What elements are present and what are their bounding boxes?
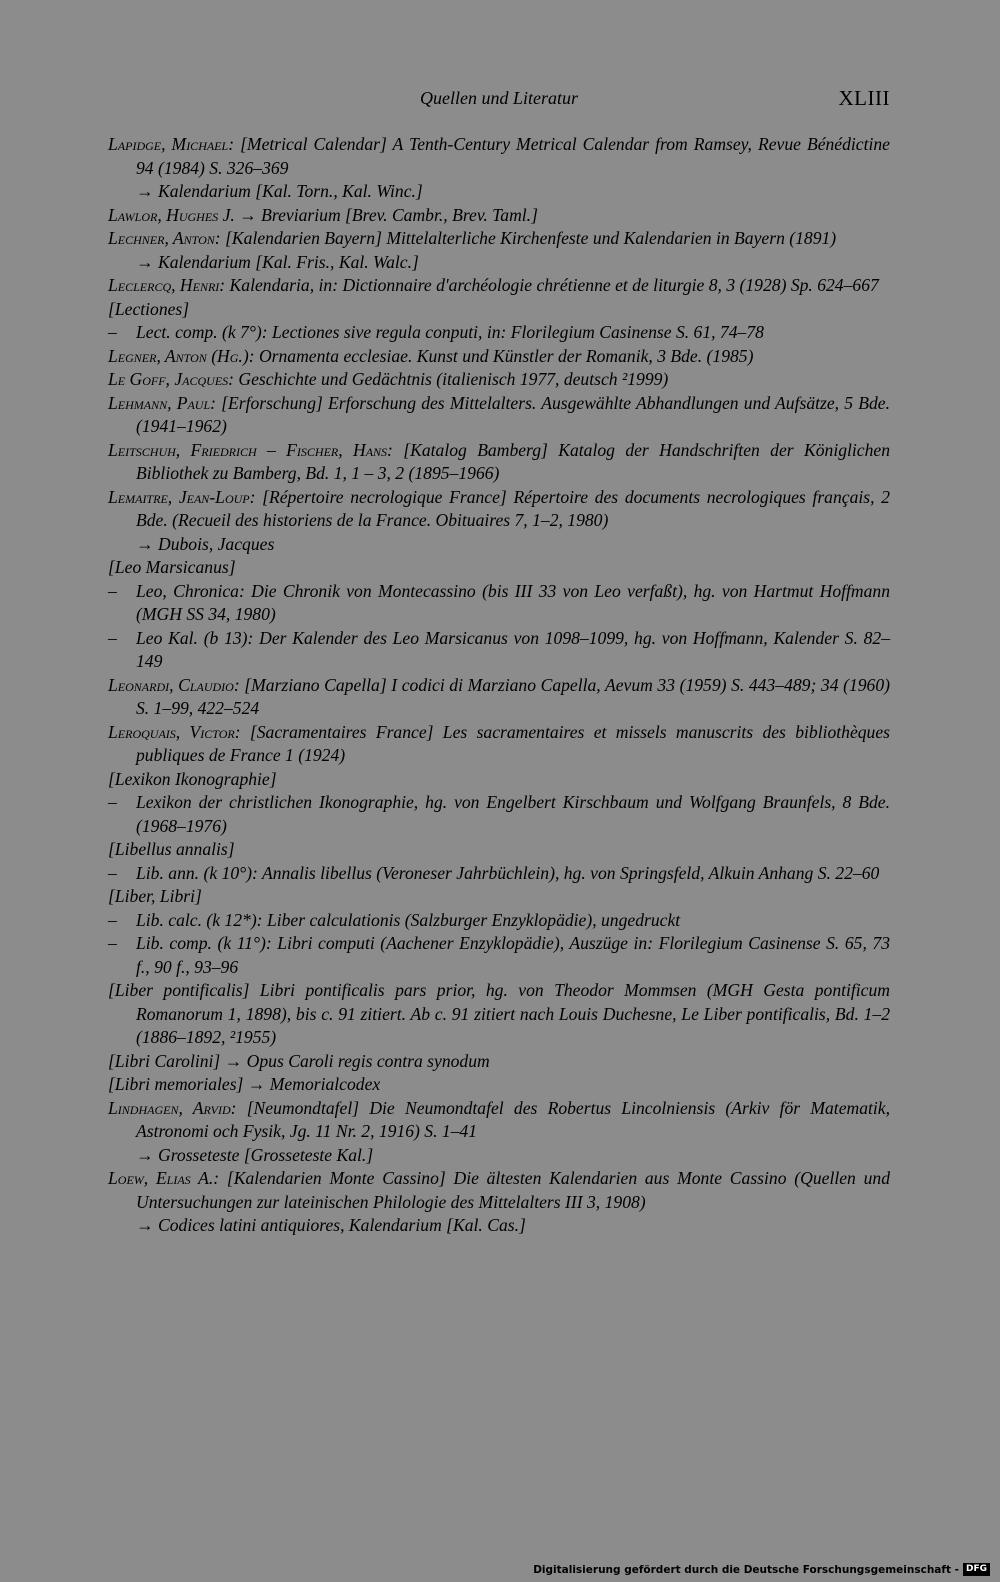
bibliography-heading: [Liber, Libri] bbox=[108, 886, 202, 906]
entry-text: [Répertoire necrologique France] Répertoire des documents necrologiques français, 2 Bde. (Recueil des historiens de la France. Obituaires 7, 1–2, 1980) bbox=[136, 486, 890, 530]
entry-author: Leonardi, Claudio: bbox=[108, 674, 240, 695]
dfg-logo: DFG bbox=[963, 1563, 990, 1576]
entry-text: Kalendaria, in: Dictionnaire d'archéologie chrétienne et de liturgie 8, 3 (1928) Sp. 624–667 bbox=[225, 275, 879, 295]
entry-text: [Kalendarien Monte Cassino] Die ältesten Kalendarien aus Monte Cassino (Quellen und Untersuchungen zur lateinischen Philologie des Mittelalters III 3, 1908) bbox=[136, 1168, 890, 1212]
dash-marker: – bbox=[108, 322, 117, 342]
bibliography-entry bbox=[108, 227, 890, 251]
entry-text: [Marziano Capella] I codici di Marziano Capella, Aevum 33 (1959) S. 443–489; 34 (1960) S. 1–99, 422–524 bbox=[136, 674, 890, 718]
entry-text: [Kalendarien Bayern] Mittelalterliche Kirchenfeste und Kalendarien in Bayern (1891) bbox=[220, 228, 837, 248]
entry-text: Leo, Chronica: Die Chronik von Montecassino (bis III 33 von Leo verfaßt), hg. von Hartmut Hoffmann (MGH SS 34, 1980) bbox=[136, 580, 890, 624]
entry-author: Legner, Anton (Hg.): bbox=[108, 345, 255, 366]
bibliography-heading: [Libellus annalis] bbox=[108, 839, 235, 859]
bibliography-heading: [Libri Carolini] → Opus Caroli regis contra synodum bbox=[108, 1050, 490, 1071]
cross-reference: → Dubois, Jacques bbox=[136, 533, 275, 554]
entry-text: [Erforschung] Erforschung des Mittelalters. Ausgewählte Abhandlungen und Aufsätze, 5 Bde. (1941–1962) bbox=[136, 392, 890, 436]
bibliography-entry bbox=[108, 1167, 890, 1214]
bibliography-heading: [Liber pontificalis] Libri pontificalis pars prior, hg. von Theodor Mommsen (MGH Gesta pontificum Romanorum 1, 1898), bis c. 91 zitiert. Ab c. 91 zitiert nach Louis Duchesne, Le Liber pontificalis, Bd. 1–2 (1886–1892, ²1955) bbox=[108, 980, 890, 1047]
cross-reference: → Grosseteste [Grosseteste Kal.] bbox=[136, 1144, 374, 1165]
bibliography-subentry bbox=[108, 862, 890, 886]
entry-text: Lexikon der christlichen Ikonographie, hg. von Engelbert Kirschbaum und Wolfgang Braunfels, 8 Bde. (1968–1976) bbox=[136, 792, 890, 836]
bibliography-heading: [Leo Marsicanus] bbox=[108, 557, 236, 577]
bibliography-entry bbox=[108, 392, 890, 439]
entry-text: [Metrical Calendar] A Tenth-Century Metrical Calendar from Ramsey, Revue Bénédictine 94 (1984) S. 326–369 bbox=[136, 134, 890, 178]
running-title: Quellen und Literatur bbox=[420, 88, 578, 108]
entry-text: Leo Kal. (b 13): Der Kalender des Leo Marsicanus von 1098–1099, hg. von Hoffmann, Kalender S. 82–149 bbox=[136, 627, 890, 671]
cross-reference: → Kalendarium [Kal. Torn., Kal. Winc.] bbox=[136, 181, 423, 201]
dash-marker: – bbox=[108, 933, 117, 953]
bibliography-entry bbox=[108, 674, 890, 721]
entry-text: [Sacramentaires France] Les sacramentaires et missels manuscrits des bibliothèques publiques de France 1 (1924) bbox=[136, 721, 891, 765]
dash-marker: – bbox=[108, 627, 117, 648]
bibliography-subentry bbox=[108, 321, 890, 345]
entry-author: Lindhagen, Arvid: bbox=[108, 1097, 237, 1118]
entry-text: → Breviarium [Brev. Cambr., Brev. Taml.] bbox=[234, 204, 538, 225]
bibliography-entry bbox=[108, 274, 890, 298]
dash-marker: – bbox=[108, 909, 117, 930]
bibliography-heading: [Lectiones] bbox=[108, 298, 190, 319]
entry-text: [Neumondtafel] Die Neumondtafel des Robertus Lincolniensis (Arkiv för Matematik, Astronomi och Fysik, Jg. 11 Nr. 2, 1916) S. 1–41 bbox=[136, 1097, 890, 1141]
entry-text: [Katalog Bamberg] Katalog der Handschriften der Königlichen Bibliothek zu Bamberg, Bd. 1, 1 – 3, 2 (1895–1966) bbox=[136, 439, 890, 483]
entry-author: Leclercq, Henri: bbox=[108, 275, 226, 295]
bibliography-subentry bbox=[108, 932, 890, 979]
entry-author: Lehmann, Paul: bbox=[108, 392, 216, 413]
bibliography-subentry bbox=[108, 580, 890, 627]
bibliography-heading: [Lexikon Ikonographie] bbox=[108, 768, 277, 789]
entry-author: Lapidge, Michael: bbox=[108, 134, 235, 154]
bibliography-entry bbox=[108, 368, 890, 392]
page-header bbox=[108, 86, 890, 116]
page-number: XLIII bbox=[838, 86, 890, 110]
bibliography-list bbox=[108, 133, 890, 1238]
entry-author: Lawlor, Hughes J. bbox=[108, 204, 235, 225]
entry-author: Leroquais, Victor: bbox=[108, 721, 241, 742]
bibliography-entry bbox=[108, 721, 890, 768]
bibliography-subentry bbox=[108, 627, 890, 674]
entry-author: Leitschuh, Friedrich – Fischer, Hans: bbox=[108, 439, 393, 460]
entry-text: Ornamenta ecclesiae. Kunst und Künstler der Romanik, 3 Bde. (1985) bbox=[254, 345, 754, 366]
bibliography-subentry bbox=[108, 909, 890, 933]
dash-marker: – bbox=[108, 792, 117, 812]
cross-reference: → Codices latini antiquiores, Kalendarium [Kal. Cas.] bbox=[136, 1215, 526, 1235]
footer-text: Digitalisierung gefördert durch die Deutsche Forschungsgemeinschaft - bbox=[533, 1563, 959, 1576]
entry-text: Lib. calc. (k 12*): Liber calculationis (Salzburger Enzyklopädie), ungedruckt bbox=[136, 909, 681, 930]
entry-text: Lib. ann. (k 10°): Annalis libellus (Veroneser Jahrbüchlein), hg. von Springsfeld, Alkuin Anhang S. 22–60 bbox=[136, 862, 880, 883]
bibliography-entry bbox=[108, 486, 890, 533]
bibliography-subentry bbox=[108, 791, 890, 838]
bibliography-heading: [Libri memoriales] → Memorialcodex bbox=[108, 1074, 381, 1094]
entry-author: Loew, Elias A.: bbox=[108, 1168, 220, 1188]
entry-text: Lect. comp. (k 7°): Lectiones sive regula conputi, in: Florilegium Casinense S. 61, 74–78 bbox=[136, 322, 764, 342]
entry-author: Le Goff, Jacques: bbox=[108, 369, 235, 389]
entry-text: Geschichte und Gedächtnis (italienisch 1977, deutsch ²1999) bbox=[234, 369, 669, 389]
bibliography-entry bbox=[108, 1097, 890, 1144]
dash-marker: – bbox=[108, 580, 117, 601]
cross-reference: → Kalendarium [Kal. Fris., Kal. Walc.] bbox=[136, 251, 419, 272]
entry-author: Lechner, Anton: bbox=[108, 228, 221, 248]
entry-text: Lib. comp. (k 11°): Libri computi (Aachener Enzyklopädie), Auszüge in: Florilegium Casinense S. 65, 73 f., 90 f., 93–96 bbox=[136, 933, 890, 977]
bibliography-entry bbox=[108, 439, 890, 486]
footer bbox=[533, 1563, 990, 1576]
bibliography-entry bbox=[108, 133, 890, 180]
entry-author: Lemaitre, Jean-Loup: bbox=[108, 486, 256, 507]
bibliography-entry bbox=[108, 204, 890, 228]
dash-marker: – bbox=[108, 862, 117, 883]
bibliography-entry bbox=[108, 345, 890, 369]
